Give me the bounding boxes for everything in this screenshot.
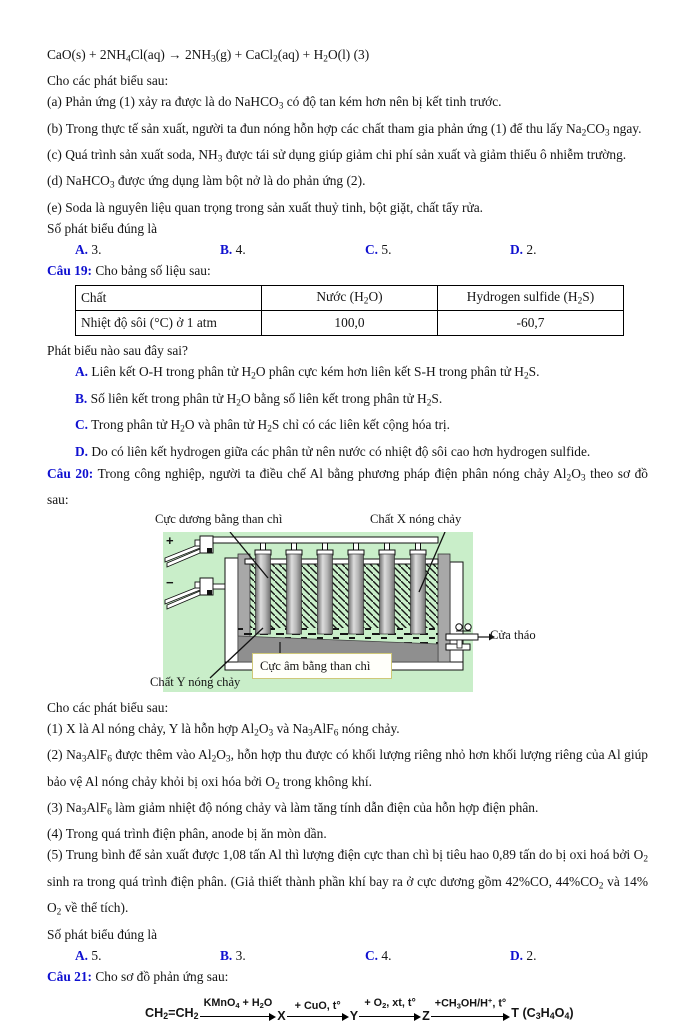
q19-intro: Cho bảng số liệu sau: — [95, 262, 211, 278]
scheme-arrow-3 — [359, 997, 421, 1021]
q20-statement-1: (1) X là Al nóng chảy, Y là hỗn hợp $Al_2O_3$ và $Na_3AlF_6$ nóng chảy. — [47, 721, 400, 739]
q20-choices — [47, 945, 648, 966]
scheme-reagent: $+CH_3OH/H^+$, t° — [434, 995, 507, 1010]
scheme-product-z: Z — [422, 1008, 430, 1023]
table-row — [76, 310, 624, 335]
q20-question: Số phát biểu đúng là — [47, 926, 158, 942]
choice-d — [510, 945, 536, 966]
scheme-reagent: KMnO$_4$ + $H_2O$ — [203, 996, 273, 1010]
statement-a: (a) Phản ứng (1) xảy ra được là do NaHCO$_3$ có độ tan kém hơn nên bị kết tinh trước. — [47, 94, 502, 112]
scheme-arrow-4 — [431, 995, 510, 1021]
table-cell: Hydrogen sulfide $(H_2S)$ — [438, 285, 624, 310]
scheme-product-x: X — [277, 1008, 286, 1023]
choice-text: 5. — [381, 241, 392, 257]
q19-question: Phát biểu nào sau đây sai? — [47, 342, 188, 358]
document-page — [47, 44, 648, 1024]
choice-letter: C. — [365, 241, 379, 257]
choice-letter: B. — [75, 390, 88, 406]
choice-text: 2. — [526, 241, 537, 257]
q20-statement-3: (3) $Na_3AlF_6$ làm giảm nhiệt độ nóng chảy và làm tăng tính dẫn điện của hỗn hợp điện phân. — [47, 800, 539, 818]
choice-text: 3. — [91, 241, 102, 257]
choice-letter: C. — [75, 417, 89, 433]
choice-letter: D. — [510, 241, 524, 257]
choice-letter: D. — [510, 947, 524, 963]
arrow-icon — [287, 1012, 349, 1021]
choice-text: Liên kết O-H trong phân tử $H_2O$ phân cực kém hơn liên kết S-H trong phân tử $H_2S$. — [91, 363, 540, 382]
choice-letter: A. — [75, 947, 89, 963]
choice-b — [220, 945, 365, 966]
choice-text: 5. — [91, 947, 102, 963]
q19-label: Câu 19: — [47, 262, 93, 278]
q19-choice-c — [47, 414, 648, 441]
q19-heading — [47, 260, 648, 281]
table-row — [76, 285, 624, 310]
table-cell: -60,7 — [438, 310, 624, 335]
q21-intro: Cho sơ đồ phản ứng sau: — [95, 968, 229, 984]
arrow-icon — [431, 1012, 510, 1021]
q20-intro: Trong công nghiệp, người ta điều chế Al bằng phương pháp điện phân nóng chảy $Al_2O_3$ theo sơ đồ sau: — [47, 465, 648, 508]
table-cell: Chất — [76, 285, 262, 310]
statement-e: (e) Soda là nguyên liệu quan trọng trong sản xuất thuỷ tinh, bột giặt, chất tẩy rửa. — [47, 199, 484, 215]
q20-statement-4: (4) Trong quá trình điện phân, anode bị ăn mòn dần. — [47, 826, 327, 842]
statement-c: (c) Quá trình sản xuất soda, $NH_3$ được tái sử dụng giúp giảm chi phí sản xuất và giảm thiểu ô nhiễm trường. — [47, 147, 627, 165]
choice-text: 2. — [526, 947, 537, 963]
electrolysis-diagram — [47, 511, 648, 697]
q20-prompt: Cho các phát biểu sau: — [47, 700, 169, 716]
choice-letter: D. — [75, 444, 89, 460]
statement-b: (b) Trong thực tế sản xuất, người ta đun nóng hỗn hợp các chất tham gia phản ứng (1) để thu lấy $Na_2CO_3$ ngay. — [47, 120, 642, 139]
substance-y-label: Chất Y nóng chảy — [150, 675, 241, 690]
choice-text: Số liên kết trong phân tử $H_2O$ bằng số liên kết trong phân tử $H_2S$. — [90, 390, 443, 408]
choice-text: 4. — [381, 947, 392, 963]
q20-label: Câu 20: — [47, 465, 94, 481]
intro-prompt: Cho các phát biểu sau: — [47, 73, 169, 89]
arrow-icon — [200, 1012, 277, 1021]
q19-choice-b — [47, 388, 648, 415]
table-cell: 100,0 — [262, 310, 438, 335]
choice-text: 4. — [235, 241, 246, 257]
anode-label: Cực dương bằng than chì — [155, 512, 283, 527]
q20-heading — [47, 463, 648, 510]
choice-b — [220, 239, 365, 260]
choice-letter: A. — [75, 363, 89, 379]
q21-label: Câu 21: — [47, 968, 93, 984]
choice-letter: B. — [220, 947, 233, 963]
substance-x-label: Chất X nóng chảy — [370, 512, 462, 527]
scheme-start: $CH_2=CH_2$ — [145, 1005, 199, 1021]
choice-text: 3. — [235, 947, 246, 963]
scheme-product-t: T $(C_3H_4O_4)$ — [511, 1005, 574, 1021]
intro-choices — [47, 239, 648, 260]
q20-statement-2: (2) $Na_3AlF_6$ được thêm vào $Al_2O_3$, hỗn hợp thu được có khối lượng riêng nhỏ hơn khối lượng riêng của Al giúp bảo vệ Al nóng chảy khỏi bị oxi hóa bởi $O_2$ trong không khí. — [47, 747, 648, 792]
scheme-reagent: + CuO, t° — [294, 999, 341, 1012]
scheme-reagent: + $O_2$, xt, t° — [364, 996, 416, 1010]
statement-d: (d) NaHCO$_3$ được ứng dụng làm bột nở là do phản ứng (2). — [47, 173, 366, 191]
choice-a — [75, 239, 220, 260]
boiling-point-table — [75, 285, 624, 336]
plus-terminal-sign: + — [166, 533, 174, 549]
minus-terminal-sign: − — [166, 575, 174, 591]
choice-text: Do có liên kết hydrogen giữa các phân tử nên nước có nhiệt độ sôi cao hơn hydrogen sulfide. — [91, 444, 591, 460]
scheme-arrow-1 — [200, 997, 277, 1021]
choice-d — [510, 239, 536, 260]
choice-letter: C. — [365, 947, 379, 963]
reaction-scheme — [145, 995, 648, 1024]
cathode-label-box: Cực âm bằng than chì — [252, 653, 392, 679]
scheme-arrow-2 — [287, 1000, 349, 1021]
choice-letter: B. — [220, 241, 233, 257]
q19-choice-d — [47, 441, 648, 463]
chemical-equation: $CaO(s) + 2NH_4Cl(aq) \to 2NH_3(g)$ + CaCl$_2$(aq) + $H_2O(l)$ (3) — [47, 47, 370, 65]
q21-heading — [47, 966, 648, 987]
choice-letter: A. — [75, 241, 89, 257]
table-cell: Nước $(H_2O)$ — [262, 285, 438, 310]
arrow-icon — [359, 1012, 421, 1021]
table-cell: Nhiệt độ sôi (°C) ở 1 atm — [76, 310, 262, 335]
q19-choice-a — [47, 361, 648, 388]
outlet-label: Cửa tháo — [490, 628, 536, 643]
choice-c — [365, 945, 510, 966]
choice-text: Trong phân tử $H_2O$ và phân tử $H_2S$ chỉ có các liên kết cộng hóa trị. — [91, 417, 450, 435]
choice-c — [365, 239, 510, 260]
q20-statement-5: (5) Trung bình để sản xuất được 1,08 tấn Al thì lượng điện cực than chì bị tiêu hao 0,89 tấn do bị oxi hoá bởi $O_2$ sinh ra trong quá trình điện phân. (Giả thiết thành phần khí bay ra ở cực dương gồm 42%CO, $44\%CO_2$ và 14% $O_2$ về thể tích). — [47, 847, 648, 918]
scheme-product-y: Y — [349, 1008, 359, 1023]
choice-a — [75, 945, 220, 966]
intro-question: Số phát biểu đúng là — [47, 220, 158, 236]
